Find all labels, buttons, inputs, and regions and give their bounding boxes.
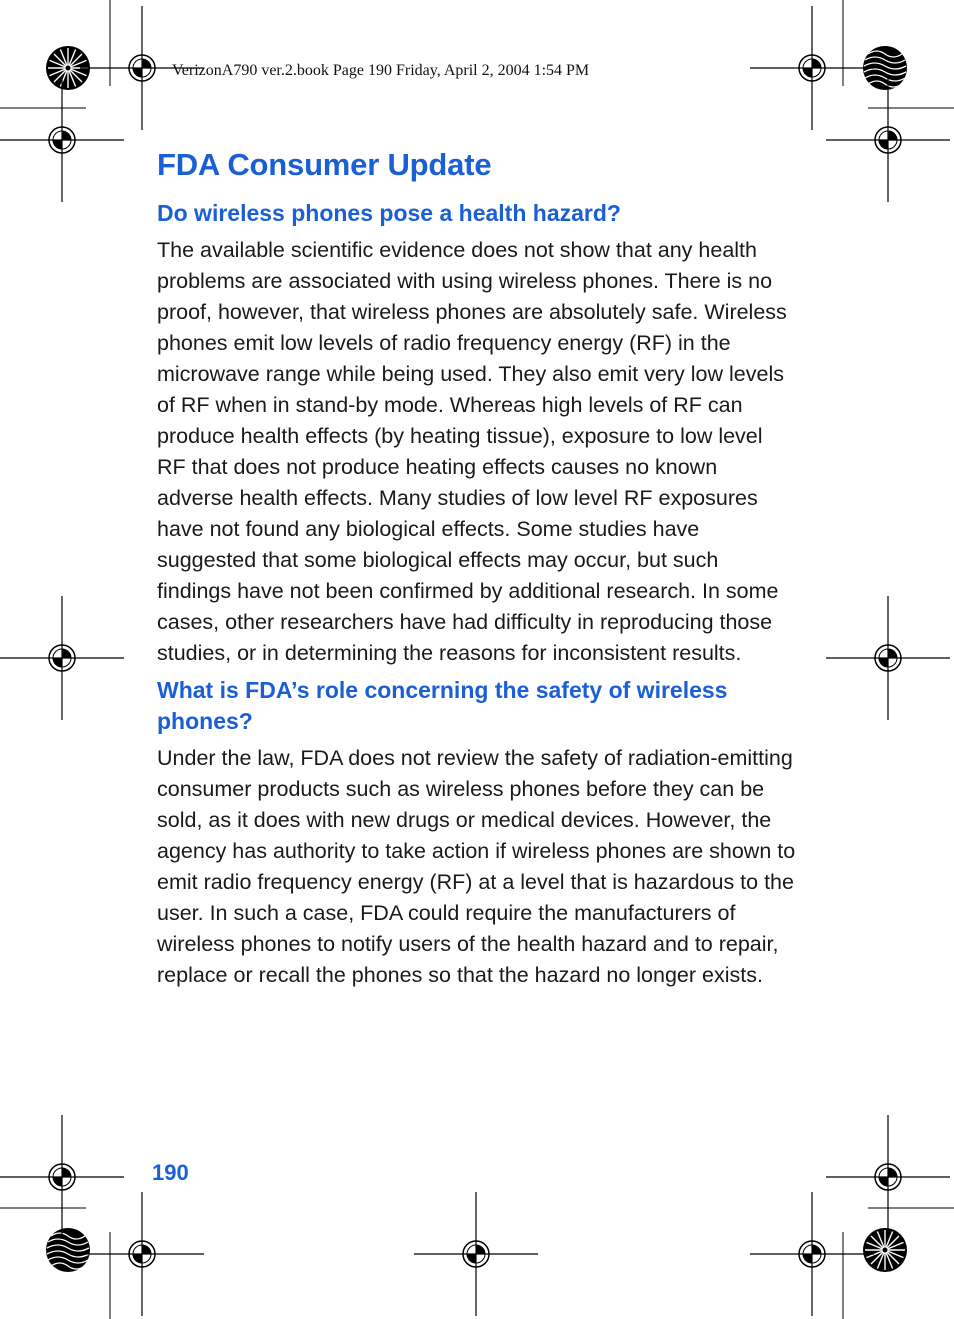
page-title: FDA Consumer Update [157,147,492,182]
section-body-fda-role: Under the law, FDA does not review the safety of radiation-emitting consumer products such as wireless phones before they can be sold, as it does with new drugs or medical devices. However, the agency has authority to take action if wireless phones are shown to emit radio frequency energy (RF) at a level that is hazardous to the user. In such a case, FDA could require the manufacturers of wireless phones to notify users of the health hazard and to repair, replace or recall the phones so that the hazard no longer exists. [157,746,796,987]
section-body-health-hazard: The available scientific evidence does not show that any health problems are associated with using wireless phones. There is no proof, however, that wireless phones are absolutely safe. Wireless phones emit low levels of radio frequency energy (RF) in the microwave range while being used. They also emit very low levels of RF when in stand-by mode. Whereas high levels of RF can produce health effects (by heating tissue), exposure to low level RF that does not produce heating effects causes no known adverse health effects. Many studies of low level RF exposures have not found any biological effects. Some studies have suggested that some biological effects may occur, but such findings have not been confirmed by additional research. In some cases, other researchers have had difficulty in reproducing those studies, or in determining the reasons for inconsistent results. [157,238,787,665]
section-heading-health-hazard: Do wireless phones pose a health hazard? [157,200,621,226]
page-number: 190 [152,1160,189,1185]
print-slug: VerizonA790 ver.2.book Page 190 Friday, April 2, 2004 1:54 PM [172,62,590,79]
page-content [157,146,797,997]
section-heading-fda-role: What is FDA’s role concerning the safety of wireless phones? [157,677,728,734]
